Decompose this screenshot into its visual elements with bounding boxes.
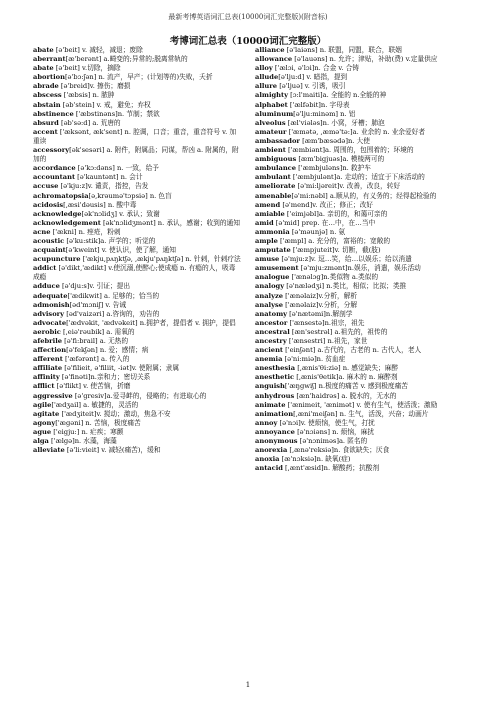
dictionary-entry xyxy=(33,201,241,210)
entry-definition: [ə'nætəmi]n.解剖学 xyxy=(287,309,353,318)
entry-definition: [,ænis'θi:ziə] n. 感觉缺失；麻醉 xyxy=(295,364,399,373)
entry-headword: aerobic xyxy=(33,327,61,336)
entry-definition: ['eimjəbl]a. 亲切的，和蔼可亲的 xyxy=(284,209,388,218)
entry-definition: ['æmbiənt]a. 周围的，包围着的；环境的 xyxy=(285,146,414,155)
dictionary-entry xyxy=(255,73,463,82)
left-column xyxy=(33,46,241,455)
dictionary-entry xyxy=(33,55,241,64)
dictionary-entry xyxy=(33,428,241,437)
entry-definition: ['ænsestə]n.祖宗，祖先 xyxy=(287,318,365,327)
entry-headword: amiable xyxy=(255,209,285,218)
entry-definition: [ə'fekʃən] n. 爱；感情；病 xyxy=(66,346,149,355)
entry-definition: [ək'nɔlidʒ] v. 承认；致谢 xyxy=(81,209,160,218)
entry-headword: affinity xyxy=(33,373,60,382)
entry-headword: acknowledge xyxy=(33,209,82,218)
entry-headword: anemia xyxy=(255,355,283,364)
entry-headword: abrade xyxy=(33,82,59,91)
entry-definition: ['ælfəbit]n. 字母表 xyxy=(287,100,350,109)
entry-headword: ambassador xyxy=(255,136,300,145)
dictionary-entry xyxy=(255,428,463,437)
dictionary-entry xyxy=(33,228,241,237)
entry-definition: ['æmpl] a. 充分的，富裕的；宽敞的 xyxy=(277,236,391,245)
entry-definition: [æm'bigjuəs]a. 模棱两可的 xyxy=(296,155,385,164)
entry-headword: amateur xyxy=(255,127,287,136)
entry-definition: ['ælgə]n. 水藻，海藻 xyxy=(48,437,117,446)
entry-definition: ['ækni] n. 痤疮，粉刺 xyxy=(50,227,121,236)
dictionary-entry xyxy=(255,219,463,228)
entry-definition: ['ænəlaiz]v.分析，解析 xyxy=(283,291,358,300)
entry-definition: ['ænsestri] n.祖先，家世 xyxy=(286,337,368,345)
entry-headword: afflict xyxy=(33,382,55,391)
entry-headword: affiliate xyxy=(33,364,63,373)
entry-definition: ['æksənt, æk'sent] n. 腔调，口音；重音，重音符号 v. 加重读 xyxy=(33,127,237,145)
entry-headword: ancestral xyxy=(255,327,290,336)
dictionary-entry xyxy=(255,437,463,446)
document-title: 考博词汇总表（10000词汇完整版） xyxy=(169,36,327,47)
entry-headword: alliance xyxy=(255,46,285,54)
entry-definition: [ə'mi:ljəreit]v. 改善，改良，转好 xyxy=(295,182,401,191)
entry-definition: ['ægəni] n. 苦恼，极度痛苦 xyxy=(55,418,141,427)
dictionary-entry xyxy=(255,346,463,355)
entry-definition: [ə'məunjə] n. 氨 xyxy=(289,227,346,236)
entry-definition: [æl'viələs]n. 小窝，牙槽；肺泡 xyxy=(285,118,385,127)
entry-definition: [ə'lju:minəm] n. 铝 xyxy=(293,109,356,118)
entry-definition: [ə'ni:miə]n. 贫血症 xyxy=(282,355,346,364)
dictionary-entry xyxy=(255,392,463,401)
entry-headword: alleviate xyxy=(33,446,65,455)
entry-definition: ['æfərənt] a. 传入的 xyxy=(62,355,130,364)
entry-definition: ['ædikwit] a. 足够的；恰当的 xyxy=(67,291,160,300)
dictionary-entry xyxy=(255,446,463,455)
entry-definition: [ə'beit] v. 减轻，减退；废除 xyxy=(53,46,143,54)
entry-headword: agile xyxy=(33,400,52,409)
entry-headword: ambulance xyxy=(255,164,297,173)
entry-headword: abscess xyxy=(33,91,62,100)
entry-headword: annoy xyxy=(255,418,278,427)
dictionary-entry xyxy=(33,128,241,146)
dictionary-entry xyxy=(255,137,463,146)
entry-headword: abate xyxy=(33,46,54,54)
entry-headword: abortion xyxy=(33,73,65,82)
entry-definition: [ə'mi:nəbl] a.顺从的，有义务的；经得起检验的 xyxy=(291,191,437,200)
dictionary-entry xyxy=(255,246,463,255)
entry-headword: absurd xyxy=(33,118,59,127)
entry-headword: allowance xyxy=(255,55,293,64)
dictionary-entry xyxy=(33,73,241,82)
dictionary-entry xyxy=(33,346,241,355)
entry-definition: [,eiə'rəubik] a. 需氧的 xyxy=(60,327,135,336)
entry-headword: accessory xyxy=(33,146,70,155)
dictionary-entry xyxy=(33,292,241,301)
entry-definition: ['ænəlaiz]v.分析，分解 xyxy=(282,300,358,309)
dictionary-entry xyxy=(255,101,463,110)
dictionary-entry xyxy=(255,64,463,73)
dictionary-entry xyxy=(33,264,241,282)
entry-definition: [ə'beit] v.切除，摘除 xyxy=(53,64,121,73)
entry-definition: ['æmətə, ,æmə'tə:]a. 业余的 n. 业余爱好者 xyxy=(286,127,426,136)
entry-definition: [ə'dikt,'ædikt] v.使沉溺,使醉心;使成瘾 n. 有瘾的人，吸毒成瘾 xyxy=(33,264,236,282)
entry-definition: [ə'laiəns] n. 联盟，同盟，联合，联姻 xyxy=(284,46,402,54)
dictionary-entry xyxy=(33,182,241,191)
entry-headword: abate xyxy=(33,64,54,73)
entry-definition: [ə'kweint] v. 使认识，使了解，通知 xyxy=(65,246,176,255)
entry-headword: amputate xyxy=(255,246,291,255)
entry-headword: afferent xyxy=(33,355,63,364)
entry-definition: ['æmpjuteit]v. 切断，截(肢) xyxy=(290,246,381,255)
entry-headword: antacid xyxy=(255,464,283,473)
entry-headword: agitate xyxy=(33,409,60,418)
entry-definition: [ək'nɔlidʒmənt] n. 承认，感谢；收到的通知 xyxy=(100,218,240,227)
dictionary-entry xyxy=(255,355,463,364)
dictionary-entry xyxy=(255,182,463,191)
entry-definition: [əd'mɔniʃ] v. 告诫 xyxy=(69,300,126,309)
entry-headword: annoyance xyxy=(255,427,295,436)
dictionary-entry xyxy=(255,264,463,273)
dictionary-entry xyxy=(33,255,241,264)
dictionary-entry xyxy=(255,164,463,173)
dictionary-entry xyxy=(33,310,241,319)
dictionary-entry xyxy=(33,46,241,55)
entry-headword: afebrile xyxy=(33,337,62,345)
entry-headword: alphabet xyxy=(255,100,288,109)
dictionary-entry xyxy=(255,255,463,264)
entry-headword: almighty xyxy=(255,91,289,100)
entry-definition: ['æbsis] n. 脓肿 xyxy=(61,91,115,100)
right-column xyxy=(255,46,463,473)
entry-definition: ['einʃənt] a.古代的，古老的 n. 古代人，老人 xyxy=(283,346,422,355)
entry-headword: aluminum xyxy=(255,109,294,118)
entry-definition: [ə'kju:z]v. 谴责，指控，告发 xyxy=(58,182,149,191)
dictionary-entry xyxy=(33,119,241,128)
entry-headword: animate xyxy=(255,400,286,409)
dictionary-entry xyxy=(255,382,463,391)
dictionary-entry xyxy=(33,382,241,391)
entry-definition: [əb'sə:d] a. 荒唐的 xyxy=(58,118,121,127)
entry-headword: alveolus xyxy=(255,118,286,127)
dictionary-entry xyxy=(33,392,241,401)
entry-headword: admonish xyxy=(33,300,70,309)
entry-definition: [ə'dju:s]v. 引证；提出 xyxy=(59,282,131,291)
entry-definition: ['æmbjulənt]a. 走动的；适宜于下床活动的 xyxy=(290,173,425,182)
dictionary-entry xyxy=(255,401,463,410)
dictionary-entry xyxy=(255,210,463,219)
dictionary-entry xyxy=(33,246,241,255)
entry-definition: ['ædvəkit, 'ædvəkeit] n.拥护者，提倡者 v. 拥护，提倡 xyxy=(66,318,236,327)
entry-headword: animation xyxy=(255,409,294,418)
entry-headword: addict xyxy=(33,264,57,273)
entry-definition: [ə'fi:brail] a. 无热的 xyxy=(62,337,129,345)
dictionary-entry xyxy=(255,328,463,337)
entry-headword: analogue xyxy=(255,273,290,282)
entry-headword: achromatopsia xyxy=(33,191,89,200)
entry-definition: ['ækju,pʌŋktʃə, ,ækju'pʌŋktʃə] n. 针刺，针刺疗法 xyxy=(80,255,241,264)
entry-headword: allure xyxy=(255,82,278,91)
dictionary-entry xyxy=(33,364,241,373)
entry-headword: ague xyxy=(33,427,52,436)
entry-headword: anoxia xyxy=(255,455,280,464)
entry-definition: [ə'mend]v. 改正；修正；改好 xyxy=(280,200,373,209)
running-header: 最新考博英语词汇总表(10000词汇完整版)(附音标) xyxy=(168,13,328,21)
entry-definition: ['ædʒail] a. 敏捷的，灵活的 xyxy=(51,400,139,409)
entry-definition: [ə'nɔiəns] n. 烦恼，麻扰 xyxy=(294,427,375,436)
entry-definition: [,æni'meiʃən] n. 生气，活泼，兴奋；动画片 xyxy=(293,409,429,418)
dictionary-entry xyxy=(255,110,463,119)
dictionary-entry xyxy=(33,319,241,328)
entry-definition: [ə'nɔniməs]a. 匿名的 xyxy=(297,437,368,446)
dictionary-entry xyxy=(255,192,463,201)
entry-definition: ['æŋgwiʃ] n.极度的痛苦 v. 感到极度痛苦 xyxy=(284,382,408,391)
entry-headword: alloy xyxy=(255,64,273,73)
entry-headword: aberrant xyxy=(33,55,66,64)
dictionary-entry xyxy=(33,146,241,164)
dictionary-entry xyxy=(33,355,241,364)
dictionary-entry xyxy=(33,91,241,100)
dictionary-entry xyxy=(255,228,463,237)
entry-headword: ambiguous xyxy=(255,155,297,164)
dictionary-entry xyxy=(255,155,463,164)
entry-headword: accuse xyxy=(33,182,59,191)
entry-headword: adequate xyxy=(33,291,68,300)
dictionary-entry xyxy=(33,64,241,73)
entry-definition: [ə'kauntənt] n. 会计 xyxy=(75,173,143,182)
entry-definition: [,ænə'reksiə]n. 食欲缺失；厌食 xyxy=(287,446,390,455)
entry-headword: ancestry xyxy=(255,337,287,345)
entry-definition: [æm'bæsədə]n. 大使 xyxy=(299,136,370,145)
entry-definition: [ə'mju:z]v. 逗…笑，给…以娱乐；给以消遣 xyxy=(279,255,412,264)
entry-definition: [ə'mju:zmənt]n.娱乐，消遣，娱乐活动 xyxy=(298,264,421,273)
entry-definition: [ə'ku:stik]a. 声学的；听觉的 xyxy=(64,236,156,245)
entry-definition: [ə'nælədʒi] n.类比，相似；比拟；类推 xyxy=(284,282,407,291)
entry-headword: alga xyxy=(33,437,49,446)
dictionary-entry xyxy=(255,46,463,55)
entry-headword: ample xyxy=(255,236,278,245)
dictionary-entry xyxy=(33,410,241,419)
entry-definition: [,ænis'θetik]a. 麻木的 n. 麻醉剂 xyxy=(294,373,398,382)
entry-headword: adduce xyxy=(33,282,60,291)
dictionary-entry xyxy=(33,219,241,228)
dictionary-entry xyxy=(33,282,241,291)
entry-headword: acidosis xyxy=(33,200,64,209)
entry-headword: analyze xyxy=(255,291,284,300)
entry-headword: acupuncture xyxy=(33,255,81,264)
entry-headword: anonymous xyxy=(255,437,298,446)
entry-headword: anatomy xyxy=(255,309,288,318)
entry-headword: abstinence xyxy=(33,109,74,118)
entry-headword: anguish xyxy=(255,382,285,391)
dictionary-entry xyxy=(33,192,241,201)
entry-headword: amenable xyxy=(255,191,292,200)
entry-definition: [ə'li:vieit] v. 减轻(痛苦)，缓和 xyxy=(64,446,161,455)
dictionary-entry xyxy=(255,91,463,100)
entry-definition: [æn'haidrəs] a. 脱水的，无水的 xyxy=(294,391,397,400)
dictionary-entry xyxy=(255,55,463,64)
entry-definition: ['æbstinəns]n. 节制；禁欲 xyxy=(73,109,160,118)
entry-definition: [əd'vaizəri] a.咨询的，劝告的 xyxy=(64,309,160,318)
entry-definition: [ə'breid]v. 擦伤；磨损 xyxy=(58,82,131,91)
dictionary-entry xyxy=(255,201,463,210)
entry-headword: ambient xyxy=(255,146,286,155)
entry-headword: anorexia xyxy=(255,446,288,455)
entry-headword: agony xyxy=(33,418,56,427)
dictionary-entry xyxy=(33,437,241,446)
dictionary-entry xyxy=(33,419,241,428)
dictionary-entry xyxy=(33,237,241,246)
dictionary-entry xyxy=(255,292,463,301)
dictionary-entry xyxy=(255,301,463,310)
entry-headword: accordance xyxy=(33,164,76,173)
entry-definition: ['ænəlɔg]n.类似物 a.类似的 xyxy=(289,273,379,282)
entry-definition: [ə'filieit, ə'filiit, -iət]v. 使附属；隶属 xyxy=(62,364,180,373)
entry-definition: [ə'nɔi]v. 使烦恼，使生气，打扰 xyxy=(277,418,375,427)
dictionary-entry xyxy=(33,301,241,310)
dictionary-entry xyxy=(255,237,463,246)
entry-headword: analogy xyxy=(255,282,285,291)
dictionary-entry xyxy=(33,110,241,119)
entry-headword: anesthetic xyxy=(255,373,295,382)
dictionary-entry xyxy=(255,119,463,128)
entry-headword: amend xyxy=(255,200,281,209)
entry-definition: [ə'ljuə] v. 引诱，吸引 xyxy=(277,82,346,91)
dictionary-entry xyxy=(255,310,463,319)
entry-definition: [ək'sesəri] a. 附件，附属品；同谋，帮凶 a. 附属的，附加的 xyxy=(33,146,239,164)
entry-headword: ancient xyxy=(255,346,284,355)
entry-headword: accent xyxy=(33,127,58,136)
entry-headword: acknowledgement xyxy=(33,218,101,227)
entry-definition: [æ'nɔksiə]n. 缺氧(症) xyxy=(279,455,351,464)
dictionary-entry xyxy=(255,419,463,428)
entry-definition: [ə'bɔ:ʃən] n. 流产，早产；(计划等的)失败，夭折 xyxy=(64,73,213,82)
entry-definition: [əb'stein] v. 戒，避免；弃权 xyxy=(60,100,151,109)
entry-definition: [æ'berənt] a.畸变的;异常的;脱离常轨的 xyxy=(65,55,188,64)
entry-headword: accountant xyxy=(33,173,76,182)
entry-definition: [ɔ:l'maiti]a. 全能的 n.全能的神 xyxy=(288,91,387,100)
page-number: 1 xyxy=(245,681,251,689)
entry-headword: advisory xyxy=(33,309,65,318)
entry-headword: ancestor xyxy=(255,318,288,327)
entry-definition: ['eigju:] n. 疟疾；寒颤 xyxy=(51,427,124,436)
entry-definition: [ə,krəumə'tɔpsiə] n. 色盲 xyxy=(88,191,172,200)
entry-definition: [ə'lju:d] v. 暗指，提到 xyxy=(278,73,348,82)
entry-headword: analyse xyxy=(255,300,283,309)
dictionary-entry xyxy=(33,210,241,219)
entry-definition: ['ænimeit, 'ænimət] v. 使有生气，使活泼；激励 xyxy=(285,400,438,409)
entry-headword: advocate xyxy=(33,318,67,327)
dictionary-entry xyxy=(255,146,463,155)
entry-definition: [,ænt'æsid]n. 解酸药；抗酸剂 xyxy=(282,464,380,473)
entry-headword: anhydrous xyxy=(255,391,295,400)
entry-definition: [æn'sestrəl] a.祖先的，祖传的 xyxy=(289,327,388,336)
dictionary-entry xyxy=(33,101,241,110)
dictionary-entry xyxy=(255,128,463,137)
dictionary-entry xyxy=(255,319,463,328)
entry-definition: [ə'lauəns] n. 允许；津贴，补助(费) v.定量供应 xyxy=(292,55,438,64)
entry-definition: ['ædʒiteit]v. 搅动；激动，焦急不安 xyxy=(59,409,171,418)
entry-headword: allude xyxy=(255,73,279,82)
entry-definition: ['ælɔi, ə'lɔi]n. 合金 v. 合铸 xyxy=(272,64,359,73)
entry-definition: [ə'mid] prep. 在…中，在…当中 xyxy=(273,218,376,227)
entry-definition: [ə'flikt] v. 使苦恼，折磨 xyxy=(54,382,131,391)
dictionary-entry xyxy=(33,164,241,173)
entry-headword: aggressive xyxy=(33,391,73,400)
dictionary-entry xyxy=(255,455,463,464)
entry-definition: [ə'kɔ:dəns] n. 一致，给予 xyxy=(75,164,159,173)
entry-headword: affection xyxy=(33,346,67,355)
entry-definition: [ə'finəti]n.亲和力；密切关系 xyxy=(59,373,151,382)
entry-definition: [ə'gresiv]a.爱寻衅的，侵略的；有进取心的 xyxy=(72,391,207,400)
dictionary-entry xyxy=(255,464,463,473)
entry-headword: ambulant xyxy=(255,173,291,182)
entry-headword: amusement xyxy=(255,264,299,273)
entry-headword: ammonia xyxy=(255,227,290,236)
entry-headword: anesthesia xyxy=(255,364,296,373)
entry-headword: acoustic xyxy=(33,236,65,245)
dictionary-entry xyxy=(255,364,463,373)
dictionary-entry xyxy=(33,328,241,337)
entry-headword: abstain xyxy=(33,100,61,109)
entry-headword: amid xyxy=(255,218,274,227)
dictionary-entry xyxy=(33,446,241,455)
entry-headword: amuse xyxy=(255,255,280,264)
entry-definition: [,æsi'dəusis] n. 酸中毒 xyxy=(63,200,137,209)
dictionary-entry xyxy=(255,410,463,419)
entry-definition: ['æmbjuləns]n. 救护车 xyxy=(296,164,371,173)
dictionary-entry xyxy=(33,337,241,346)
dictionary-entry xyxy=(255,337,463,346)
dictionary-entry xyxy=(255,282,463,291)
entry-headword: acquaint xyxy=(33,246,66,255)
entry-headword: ameliorate xyxy=(255,182,296,191)
entry-headword: acne xyxy=(33,227,51,236)
dictionary-entry xyxy=(33,401,241,410)
